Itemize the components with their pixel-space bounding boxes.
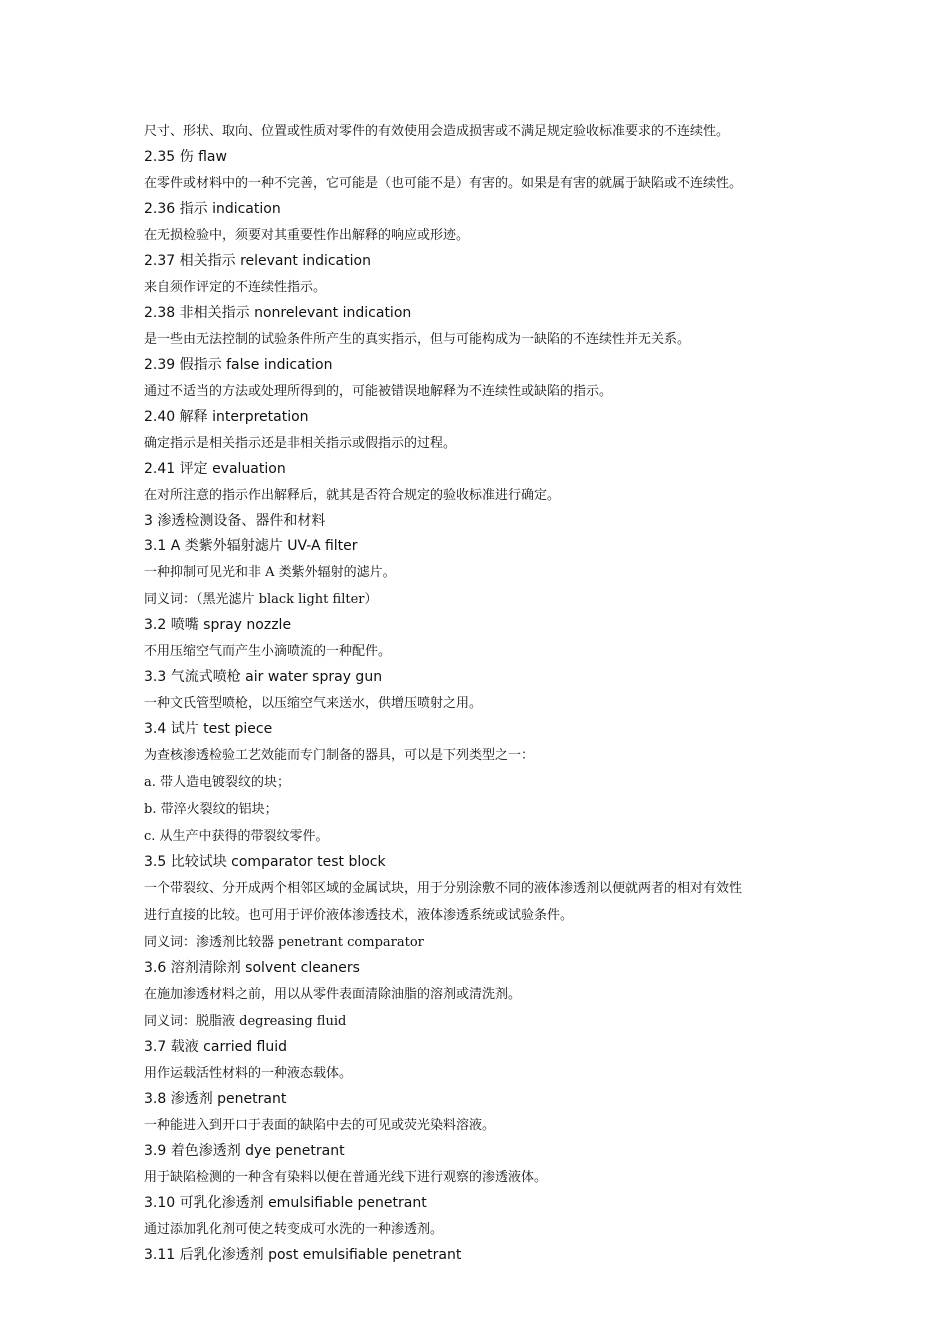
definition-text: c. 从生产中获得的带裂纹零件。 [144,829,329,844]
term-heading: 2.38 非相关指示 nonrelevant indication [144,305,412,321]
definition-text: 在无损检验中，须要对其重要性作出解释的响应或形迹。 [144,228,470,243]
definition-text: 在零件或材料中的一种不完善，它可能是（也可能不是）有害的。如果是有害的就属于缺陷或不连续性。 [144,176,743,191]
term-heading: 3.5 比较试块 comparator test block [144,854,386,870]
definition-text: 同义词：脱脂液 degreasing fluid [144,1014,347,1029]
term-heading: 2.37 相关指示 relevant indication [144,253,371,269]
definition-text: 不用压缩空气而产生小滴喷流的一种配件。 [144,644,392,659]
definition-text: 来自须作评定的不连续性指示。 [144,280,327,295]
term-heading: 2.35 伤 flaw [144,149,227,165]
term-heading: 3.9 着色渗透剂 dye penetrant [144,1143,345,1159]
definition-text: 确定指示是相关指示还是非相关指示或假指示的过程。 [144,436,457,451]
term-heading: 2.36 指示 indication [144,201,281,217]
definition-text: 通过不适当的方法或处理所得到的，可能被错误地解释为不连续性或缺陷的指示。 [144,384,613,399]
definition-text: b. 带淬火裂纹的铝块； [144,802,278,817]
term-heading: 2.40 解释 interpretation [144,409,309,425]
term-heading: 3.11 后乳化渗透剂 post emulsifiable penetrant [144,1247,462,1263]
definition-text: 一种文氏管型喷枪，以压缩空气来送水，供增压喷射之用。 [144,696,483,711]
definition-text: 为查核渗透检验工艺效能而专门制备的器具，可以是下列类型之一： [144,748,535,763]
definition-text: 在施加渗透材料之前，用以从零件表面清除油脂的溶剂或清洗剂。 [144,987,522,1002]
definition-text: a. 带人造电镀裂纹的块； [144,775,291,790]
definition-text: 通过添加乳化剂可使之转变成可水洗的一种渗透剂。 [144,1222,444,1237]
term-heading: 3.1 A 类紫外辐射滤片 UV-A filter [144,538,358,554]
term-heading: 3.2 喷嘴 spray nozzle [144,617,292,633]
term-heading: 3.6 溶剂清除剂 solvent cleaners [144,960,360,976]
definition-text: 一种能进入到开口于表面的缺陷中去的可见或荧光染料溶液。 [144,1118,496,1133]
term-heading: 2.41 评定 evaluation [144,461,286,477]
definition-text: 用于缺陷检测的一种含有染料以便在普通光线下进行观察的渗透液体。 [144,1170,548,1185]
definition-text: 用作运载活性材料的一种液态载体。 [144,1066,353,1081]
definition-text: 同义词：（黑光滤片 black light filter） [144,592,378,607]
term-heading: 3.3 气流式喷枪 air water spray gun [144,669,383,685]
definition-text: 同义词：渗透剂比较器 penetrant comparator [144,935,424,950]
term-heading: 3.8 渗透剂 penetrant [144,1091,287,1107]
term-heading: 3.10 可乳化渗透剂 emulsifiable penetrant [144,1195,427,1211]
definition-text: 一个带裂纹、分开成两个相邻区域的金属试块，用于分别涂敷不同的液体渗透剂以便就两者的相对有效性 [144,881,743,896]
definition-text: 在对所注意的指示作出解释后，就其是否符合规定的验收标准进行确定。 [144,488,561,503]
term-heading: 3.4 试片 test piece [144,721,273,737]
definition-text: 是一些由无法控制的试验条件所产生的真实指示，但与可能构成为一缺陷的不连续性并无关系。 [144,332,691,347]
definition-text: 一种抑制可见光和非 A 类紫外辐射的滤片。 [144,565,396,580]
term-heading: 2.39 假指示 false indication [144,357,333,373]
term-heading: 3 渗透检测设备、器件和材料 [144,513,326,529]
definition-text: 尺寸、形状、取向、位置或性质对零件的有效使用会造成损害或不满足规定验收标准要求的不连续性。 [144,124,730,139]
definition-text: 进行直接的比较。也可用于评价液体渗透技术，液体渗透系统或试验条件。 [144,908,574,923]
term-heading: 3.7 载液 carried fluid [144,1039,288,1055]
document-body [144,118,824,1268]
